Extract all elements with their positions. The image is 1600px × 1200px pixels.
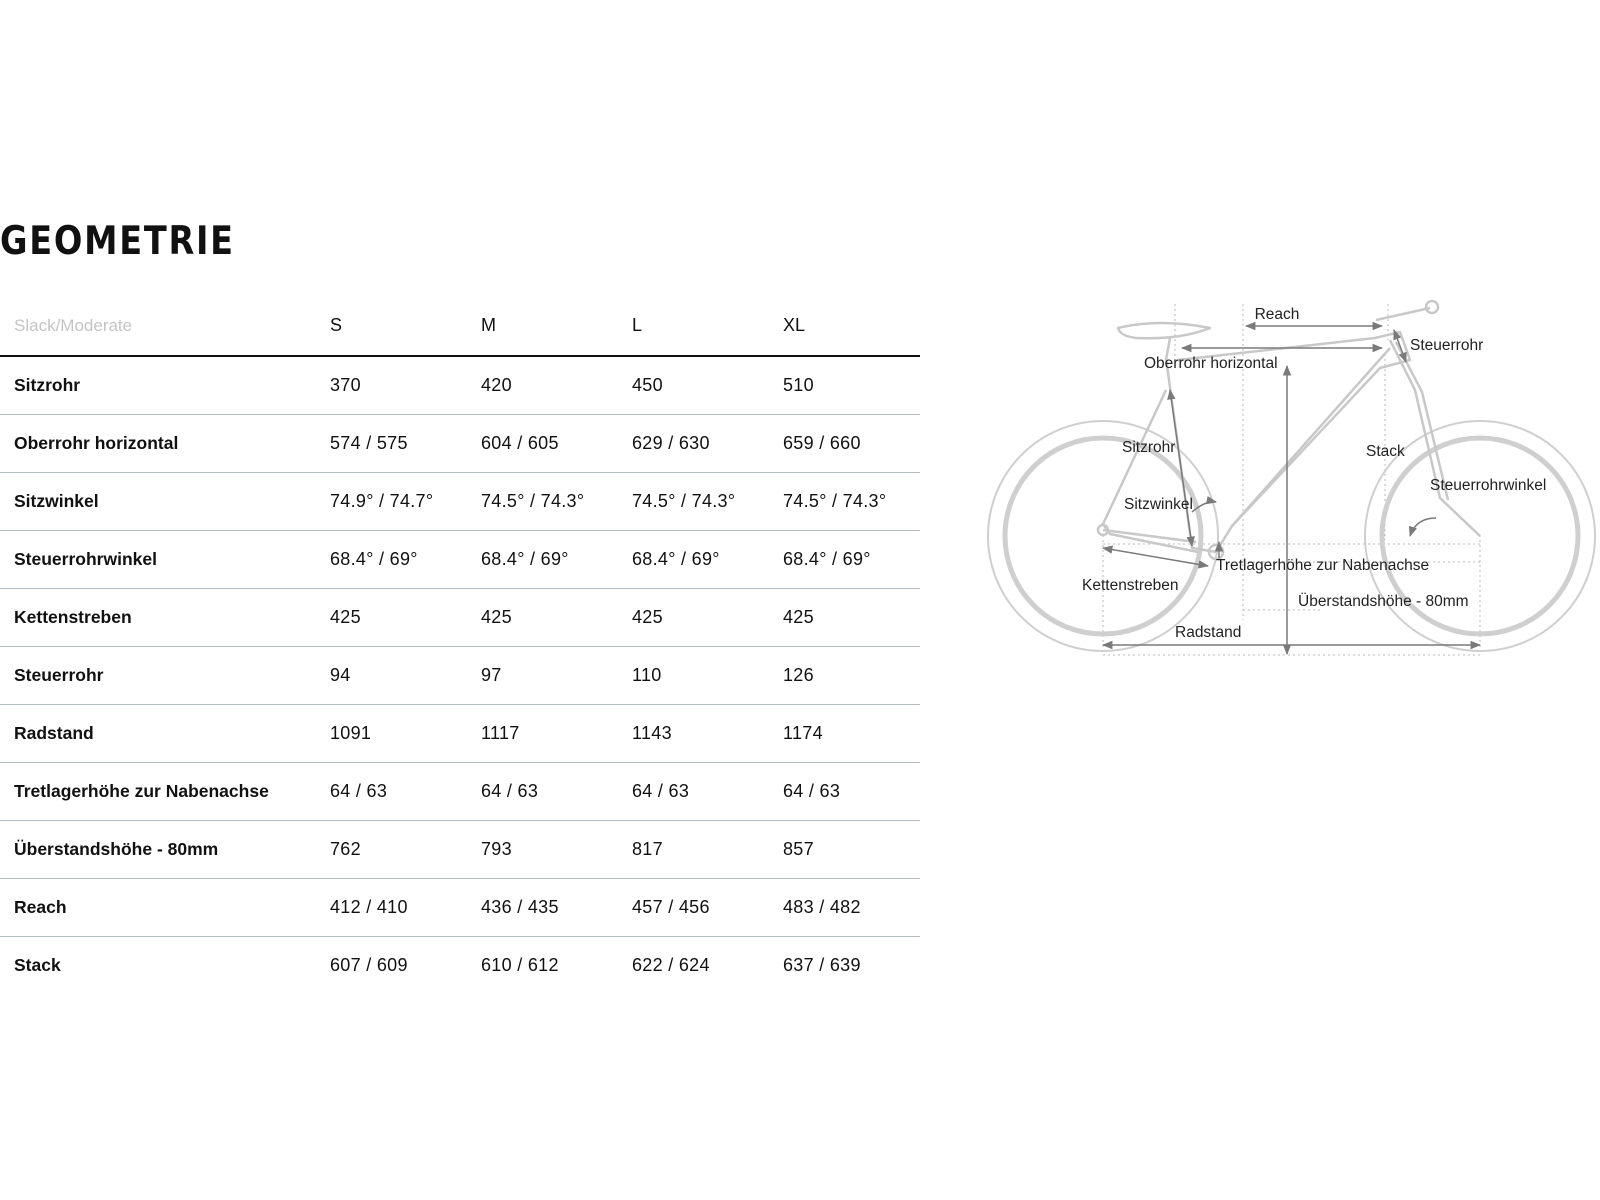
- row-label: Kettenstreben: [0, 589, 330, 647]
- cell-value: 64 / 63: [632, 763, 783, 821]
- label-kettenstreben: Kettenstreben: [1082, 577, 1179, 594]
- table-row: [0, 937, 920, 995]
- cell-value: 610 / 612: [481, 955, 559, 975]
- cell-value: 425: [330, 589, 481, 647]
- cell-value: 425: [481, 589, 632, 647]
- label-sitzrohr: Sitzrohr: [1122, 439, 1176, 456]
- label-steuerrohrwinkel: Steuerrohrwinkel: [1430, 477, 1547, 494]
- table-row: [0, 647, 920, 705]
- cell-value: 74.9° / 74.7°: [330, 473, 481, 531]
- label-reach: Reach: [1254, 306, 1300, 323]
- cell-value: 637 / 639: [783, 955, 861, 975]
- cell-value: 420: [481, 356, 632, 415]
- cell-value: 762: [330, 821, 481, 879]
- label-stack: Stack: [1366, 443, 1405, 460]
- table-row: [0, 821, 920, 879]
- cell-value: 64 / 63: [330, 763, 481, 821]
- cell-value: 425: [783, 589, 920, 647]
- table-row: [0, 589, 920, 647]
- table-row: [0, 879, 920, 937]
- cell-value: 110: [632, 647, 783, 705]
- table-row: [0, 415, 920, 473]
- size-header-l: L: [632, 296, 783, 356]
- cell-value: 1117: [481, 705, 632, 763]
- cell-value: 68.4° / 69°: [330, 531, 481, 589]
- cell-value: 607 / 609: [330, 955, 408, 975]
- cell-value: 1091: [330, 705, 481, 763]
- cell-value: 483 / 482: [783, 879, 920, 937]
- row-label: Reach: [0, 879, 330, 937]
- row-label: Sitzrohr: [0, 356, 330, 415]
- cell-value: 68.4° / 69°: [481, 531, 632, 589]
- cell-value: 450: [632, 356, 783, 415]
- cell-value: 64 / 63: [481, 763, 632, 821]
- label-steuerrohr: Steuerrohr: [1410, 337, 1484, 354]
- cell-value: 68.4° / 69°: [632, 531, 783, 589]
- cell-value: 126: [783, 647, 920, 705]
- cell-value: 74.5° / 74.3°: [632, 473, 783, 531]
- size-header-s: S: [330, 296, 481, 356]
- row-label: Sitzwinkel: [0, 473, 330, 531]
- table-header-row: [0, 296, 920, 356]
- row-label: Stack: [14, 955, 61, 975]
- label-oberrohr-horizontal: Oberrohr horizontal: [1144, 355, 1278, 372]
- table-row: [0, 356, 920, 415]
- cell-value: 74.5° / 74.3°: [783, 473, 920, 531]
- size-header-m: M: [481, 296, 632, 356]
- label-sitzwinkel: Sitzwinkel: [1124, 496, 1193, 513]
- table-row: [0, 473, 920, 531]
- cell-value: 793: [481, 821, 632, 879]
- page-title: GEOMETRIE: [0, 219, 235, 264]
- row-label: Steuerrohr: [0, 647, 330, 705]
- cell-value: 425: [632, 589, 783, 647]
- label-tretlagerhoehe: Tretlagerhöhe zur Nabenachse: [1216, 557, 1430, 574]
- table-row: [0, 705, 920, 763]
- cell-value: 97: [481, 647, 632, 705]
- cell-value: 74.5° / 74.3°: [481, 473, 632, 531]
- bike-geometry-diagram: [970, 290, 1600, 680]
- row-label: Oberrohr horizontal: [0, 415, 330, 473]
- row-label: Tretlagerhöhe zur Nabenachse: [0, 763, 330, 821]
- cell-value: 857: [783, 821, 920, 879]
- cell-value: 64 / 63: [783, 763, 920, 821]
- bike-diagram-svg: [970, 290, 1600, 680]
- cell-value: 436 / 435: [481, 879, 632, 937]
- cell-value: 457 / 456: [632, 879, 783, 937]
- cell-value: 574 / 575: [330, 415, 481, 473]
- variant-label: Slack/Moderate: [0, 296, 330, 356]
- cell-value: 659 / 660: [783, 415, 920, 473]
- table-body: [0, 356, 920, 994]
- geometry-table: [0, 296, 920, 994]
- cell-value: 622 / 624: [632, 955, 710, 975]
- row-label: Überstandshöhe - 80mm: [0, 821, 330, 879]
- table-row: [0, 531, 920, 589]
- label-radstand: Radstand: [1175, 624, 1242, 641]
- row-label: Radstand: [0, 705, 330, 763]
- row-label: Steuerrohrwinkel: [0, 531, 330, 589]
- cell-value: 94: [330, 647, 481, 705]
- diagram-labels: [1082, 306, 1546, 641]
- cell-value: 370: [330, 356, 481, 415]
- cell-value: 510: [783, 356, 920, 415]
- cell-value: 68.4° / 69°: [783, 531, 920, 589]
- cell-value: 1174: [783, 705, 920, 763]
- cell-value: 604 / 605: [481, 415, 632, 473]
- cell-value: 629 / 630: [632, 415, 783, 473]
- table-row: [0, 763, 920, 821]
- cell-value: 1143: [632, 705, 783, 763]
- label-ueberstandshoehe: Überstandshöhe - 80mm: [1298, 593, 1469, 610]
- cell-value: 412 / 410: [330, 879, 481, 937]
- size-header-xl: XL: [783, 296, 920, 356]
- cell-value: 817: [632, 821, 783, 879]
